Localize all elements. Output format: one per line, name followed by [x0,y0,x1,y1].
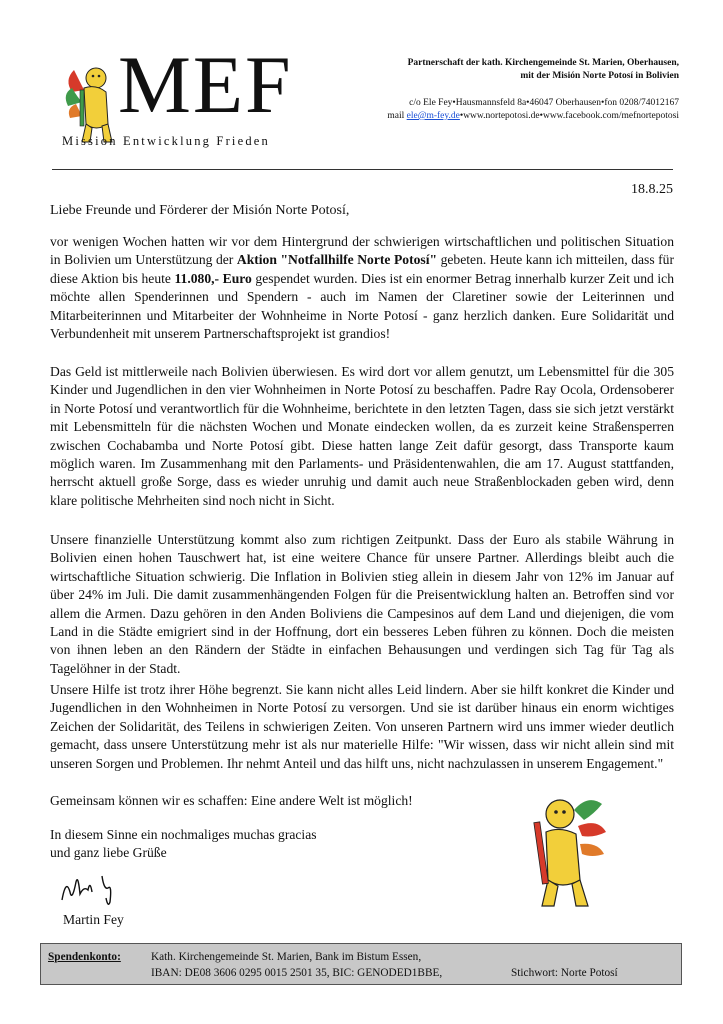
p1-text-c: gebeten. Heute kann ich mitteilen, dass für diese Aktion bis heute [50,252,675,286]
p1-text-e: gespendet wurden. Dies ist ein enormer Betrag innerhalb kurzer Zeit und ich möchte allen Spenderinnen und Spendern - auch im Namen der Claretiner sowie der Leiterinnen und Mitarbeiterinnen und Mitarbeiter der Wohnheime in Norte Potosí - ganz herzlich danken. Eure Solidarität und Verbundenheit mit unserem Partnerschaftsprojekt ist grandios! [50,270,674,342]
p1-text-a: vor wenigen Wochen hatten wir vor dem Hintergrund der schwierigen wirtschaftlichen und politischen Situation in Bolivien um Unterstützung der [50,234,674,268]
closing-line-1: In diesem Sinne ein nochmaliges muchas gracias [50,827,317,842]
paragraph-2: Das Geld ist mittlerweile nach Bolivien überwiesen. Es wird dort vor allem genutzt, um Lebensmittel für die 305 Kinder und Jugendlichen in den vier Wohnheimen in Norte Potosí zu beschaffen. Padre Ray Ocola, Ordensoberer in Norte Potosí und verantwortlich für die Wohnheime, berichtete in den letzten Tagen, dass sie sich jetzt verstärkt mit Lebensmitteln für die nächsten Wochen und Monate eindecken wollen, da es zurzeit keine Straßensperren zwischen Cochabamba und Norte Potosí gibt. Diese hatten lange Zeit dafür gesorgt, dass Transporte kaum möglich waren. Im Zusammenhang mit den Parlaments- und Präsidentenwahlen, die am 17. August stattfanden, herrscht aktuell große Sorge, dass es wieder unruhig und damit auch neue Straßenblockaden geben wird, denn klare politische Mehrheiten sind noch nicht in Sicht. [50,364,674,508]
signer-name: Martin Fey [63,912,124,927]
handwritten-signature [58,868,128,908]
contact-line [387,111,679,121]
org-line-1: Partnerschaft der kath. Kirchengemeinde St. Marien, Oberhausen, [407,58,679,68]
mascot-illustration-icon [528,792,608,910]
web-links: •www.nortepotosi.de•www.facebook.com/mefnortepotosi [459,111,679,121]
bank-account-label: Spendenkonto: [48,951,121,963]
mascot-logo-icon [62,62,118,144]
keyword: Stichwort: Norte Potosí [511,967,618,979]
org-line-2: mit der Misión Norte Potosí in Bolivien [520,71,679,81]
mail-prefix: mail [387,111,405,121]
logo-text: MEF [118,39,293,130]
bank-name: Kath. Kirchengemeinde St. Marien, Bank im Bistum Essen, [151,951,422,963]
donation-amount: 11.080,- Euro [174,270,252,286]
header-divider [52,169,673,170]
bank-account-box [40,943,682,985]
iban-bic: IBAN: DE08 3606 0295 0015 2501 35, BIC: GENODED1BBE, [151,967,443,979]
closing-line-2: und ganz liebe Grüße [50,845,167,861]
closing [50,826,317,863]
campaign-name: Aktion "Notfallhilfe Norte Potosí" [236,252,438,268]
logo-subtitle: Mission Entwicklung Frieden [62,134,271,148]
letter-date: 18.8.25 [631,182,673,197]
paragraph-1 [50,233,674,343]
salutation: Liebe Freunde und Förderer der Misión Norte Potosí, [50,203,350,218]
paragraph-5: Gemeinsam können wir es schaffen: Eine andere Welt ist möglich! [50,793,413,808]
address-line: c/o Ele Fey•Hausmannsfeld 8a•46047 Oberhausen•fon 0208/74012167 [409,98,679,108]
paragraph-3: Unsere finanzielle Unterstützung kommt also zum richtigen Zeitpunkt. Dass der Euro als stabile Währung in Bolivien einen hohen Tauschwert hat, ist eine weitere Chance für unsere Partner. Allerdings bleibt auch die wirtschaftliche Situation schwierig. Die Inflation in Bolivien stieg allein in diesem Jahr von 12% im Januar auf über 24% im Juli. Die damit zusammenhängenden Folgen für die Preisentwicklung halten an. Betroffen sind vor allem die Armen. Dazu gehören in den Anden Boliviens die Campesinos auf dem Land und diejenigen, die vom Land in die Städte emigriert sind in der Hoffnung, dort ein besseres Leben führen zu können. Doch die meisten von ihnen leben an den Rändern der Städte in einfachen Behausungen und verdingen sich Tag für Tag als Tagelöhner in der Stadt. [50,532,674,676]
email-link[interactable]: ele@m-fey.de [406,111,460,121]
paragraph-4: Unsere Hilfe ist trotz ihrer Höhe begrenzt. Sie kann nicht alles Leid lindern. Aber sie hilft konkret die Kinder und Jugendlichen in den Wohnheimen in Norte Potosí zu versorgen. Und sie ist darüber hinaus ein enorm wichtiges Zeichen der Solidarität, des Teilens in schwierigen Zeiten. Von unseren Partnern wird uns immer wieder deutlich gemacht, dass unsere Unterstützung mehr ist als nur materielle Hilfe: "Wir wissen, dass wir nicht allein sind mit unseren Sorgen und Problemen. Ihr nehmt Anteil und das hilft uns, nicht nachzulassen in unserem Engagement." [50,682,674,771]
